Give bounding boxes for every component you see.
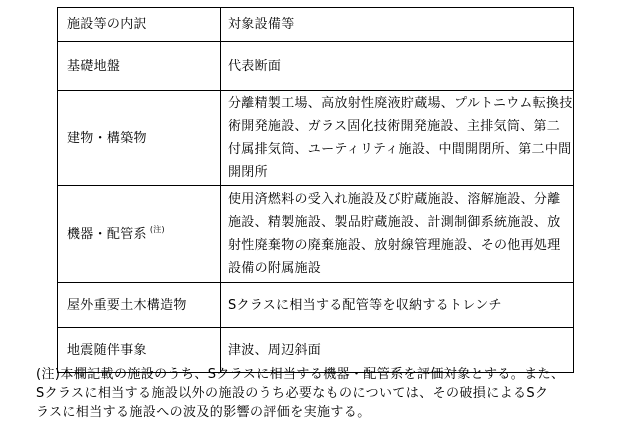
- footnote-line: ラスに相当する施設への波及的影響の評価を実施する。: [36, 405, 371, 420]
- facility-table: [57, 7, 574, 373]
- note-marker: (注): [149, 225, 165, 235]
- row-content: 代表断面: [221, 42, 574, 91]
- row-label: 建物・構築物: [58, 91, 221, 186]
- header-cell-target-equipment: 対象設備等: [221, 8, 574, 42]
- table-row: [58, 283, 574, 328]
- footnote-line: (注)本欄記載の施設のうち、Sクラスに相当する機器・配管系を評価対象とする。また、: [36, 367, 565, 382]
- footnote-line: Sクラスに相当する施設以外の施設のうち必要なものについては、その破損によるSク: [36, 386, 549, 401]
- row-label-cell: [58, 186, 221, 283]
- table-row: [58, 91, 574, 186]
- table-header-row: [58, 8, 574, 42]
- table-row: [58, 42, 574, 91]
- row-content: 津波、周辺斜面: [221, 328, 574, 373]
- row-label: 屋外重要土木構造物: [58, 283, 221, 328]
- table-row: [58, 186, 574, 283]
- row-label: 機器・配管系: [67, 226, 147, 242]
- row-content: 使用済燃料の受入れ施設及び貯蔵施設、溶解施設、分離施設、精製施設、製品貯蔵施設、計測制御系統施設、放射性廃棄物の廃棄施設、放射線管理施設、その他再処理設備の附属施設: [221, 186, 574, 283]
- row-content: 分離精製工場、高放射性廃液貯蔵場、プルトニウム転換技術開発施設、ガラス固化技術開発施設、主排気筒、第二付属排気筒、ユーティリティ施設、中間開閉所、第二中間開閉所: [221, 91, 574, 186]
- header-cell-breakdown: 施設等の内訳: [58, 8, 221, 42]
- footnote: [36, 365, 616, 422]
- row-content: Sクラスに相当する配管等を収納するトレンチ: [221, 283, 574, 328]
- row-label: 基礎地盤: [58, 42, 221, 91]
- row-label: 地震随伴事象: [58, 328, 221, 373]
